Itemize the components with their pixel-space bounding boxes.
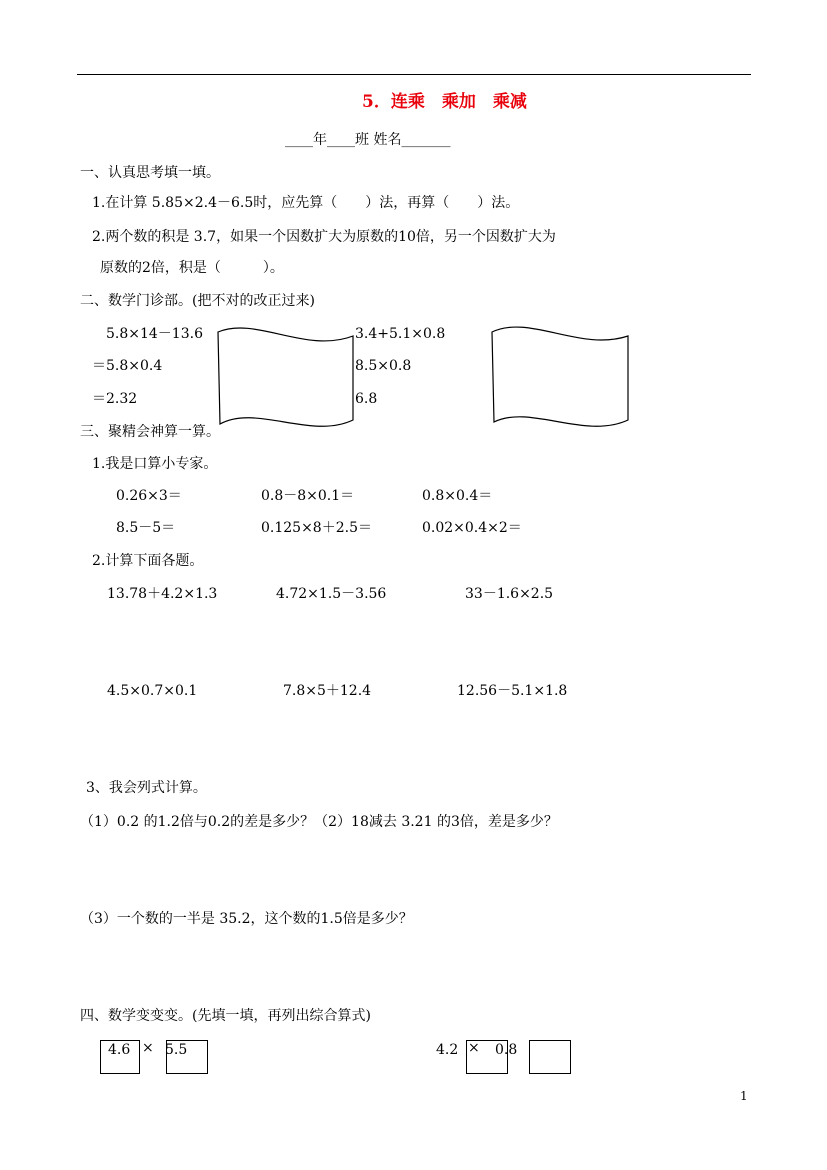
section1-heading: 一、认真思考填一填。: [80, 165, 220, 181]
oral-problem: 0.8－8×0.1＝: [261, 488, 355, 504]
wrong-calc-right-step2: 8.5×0.8: [355, 358, 412, 374]
page-number: 1: [740, 1089, 748, 1103]
word-problem-heading: 3、我会列式计算。: [86, 780, 207, 796]
word-problem-1-2: （1）0.2 的1.2倍与0.2的差是多少？（2）18减去 3.21 的3倍，差是多少？: [80, 814, 558, 830]
oral-problem: 0.8×0.4＝: [422, 488, 493, 504]
operator-symbol: ×: [468, 1040, 480, 1056]
wrong-calc-right-step1: 3.4+5.1×0.8: [355, 326, 446, 342]
calc-problem: 33－1.6×2.5: [465, 586, 554, 602]
wrong-calc-right-step3: 6.8: [355, 391, 378, 407]
box-value: 5.5: [165, 1042, 188, 1058]
oral-problem: 0.125×8＋2.5＝: [261, 520, 372, 536]
student-info-line: ____年____班 姓名_______: [285, 132, 451, 148]
wrong-calc-left-step3: ＝2.32: [92, 391, 138, 407]
correction-flag-right: [490, 322, 630, 434]
correction-flag-left: [216, 324, 356, 436]
box-value: 0.8: [495, 1042, 518, 1058]
oral-calc-heading: 1.我是口算小专家。: [92, 456, 218, 472]
header-rule: [77, 74, 751, 75]
calc-problem: 7.8×5＋12.4: [283, 683, 372, 699]
wrong-calc-left-step2: ＝5.8×0.4: [92, 358, 163, 374]
wrong-calc-left-step1: 5.8×14－13.6: [106, 326, 203, 342]
calc-problem: 13.78＋4.2×1.3: [107, 586, 218, 602]
section1-question2-line1: 2.两个数的积是 3.7，如果一个因数扩大为原数的10倍，另一个因数扩大为: [92, 229, 556, 245]
calc-problem: 12.56－5.1×1.8: [457, 683, 568, 699]
word-problem-3: （3）一个数的一半是 35.2，这个数的1.5倍是多少？: [80, 911, 413, 927]
start-number: 4.2: [436, 1042, 459, 1058]
section4-heading: 四、数学变变变。(先填一填，再列出综合算式): [80, 1008, 371, 1024]
section2-heading: 二、数学门诊部。(把不对的改正过来): [80, 293, 315, 309]
oral-problem: 0.26×3＝: [116, 488, 182, 504]
section1-question1: 1.在计算 5.85×2.4－6.5时，应先算（ ）法，再算（ ）法。: [92, 195, 520, 211]
operator-symbol: ×: [142, 1040, 154, 1056]
answer-box[interactable]: [529, 1040, 571, 1074]
calc-problem: 4.72×1.5－3.56: [276, 586, 387, 602]
box-value: 4.6: [108, 1042, 131, 1058]
oral-problem: 0.02×0.4×2＝: [422, 520, 522, 536]
calc-problem: 4.5×0.7×0.1: [107, 683, 198, 699]
calc-heading: 2.计算下面各题。: [92, 553, 204, 569]
section1-question2-line2: 原数的2倍，积是（ ）。: [100, 260, 284, 276]
section3-heading: 三、聚精会神算一算。: [80, 424, 220, 440]
page-title: 5．连乘 乘加 乘减: [362, 92, 527, 112]
oral-problem: 8.5－5＝: [116, 520, 176, 536]
